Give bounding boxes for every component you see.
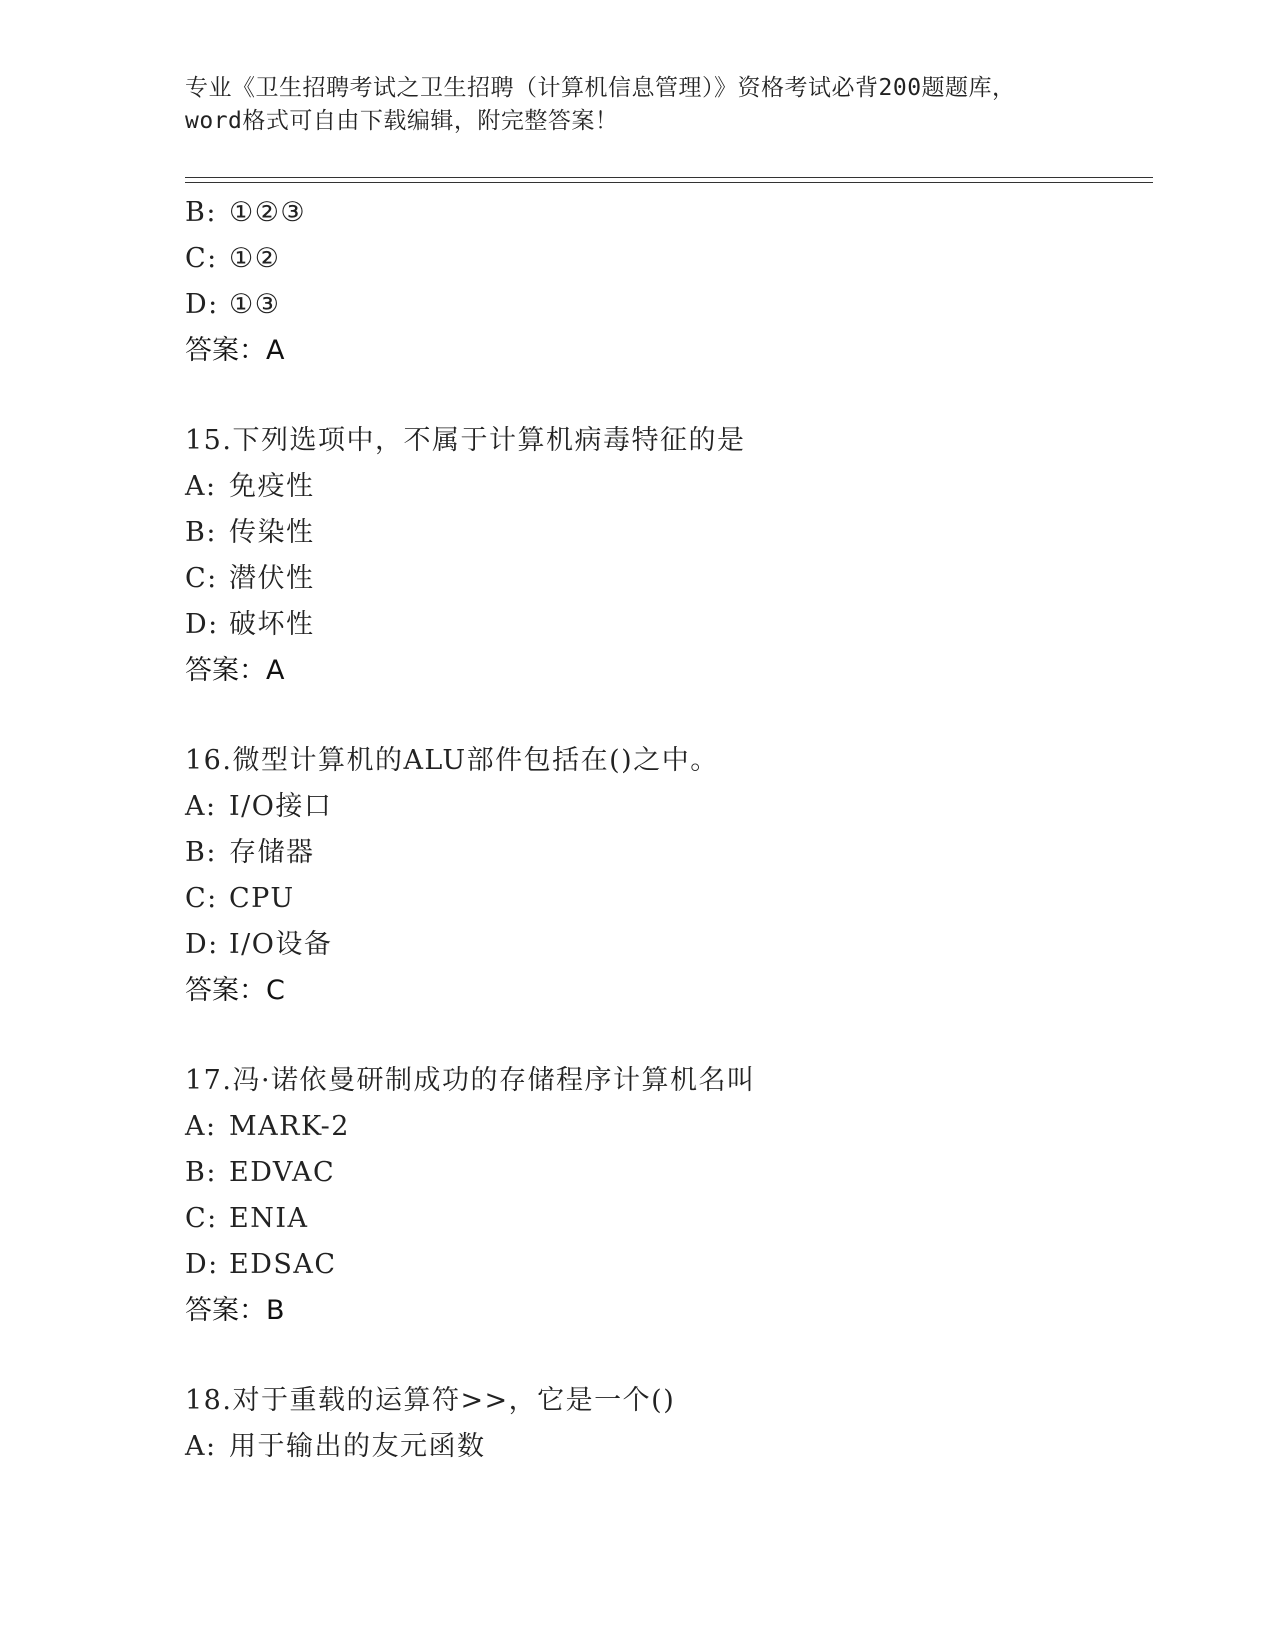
- answer-line: 答案：A: [185, 335, 285, 366]
- question-gap: [185, 1014, 1153, 1058]
- header-divider-top: [185, 177, 1153, 178]
- document-header: [185, 72, 1085, 138]
- option-line: [185, 1424, 1153, 1470]
- option-text: ①②: [229, 243, 281, 274]
- answer-line: 答案：C: [185, 975, 285, 1006]
- option-text: 用于输出的友元函数: [229, 1431, 486, 1462]
- option-text: 破坏性: [229, 609, 315, 640]
- option-key: B:: [185, 197, 217, 228]
- option-line: [185, 556, 1153, 602]
- option-line: [185, 1104, 1153, 1150]
- option-text: 传染性: [229, 517, 315, 548]
- header-title-line-2: word格式可自由下载编辑，附完整答案！: [185, 108, 619, 134]
- option-line: [185, 830, 1153, 876]
- option-key: C:: [185, 883, 218, 914]
- question-gap: [185, 694, 1153, 738]
- option-line: [185, 510, 1153, 556]
- option-text: I/O接口: [229, 791, 333, 822]
- option-key: A:: [185, 471, 217, 502]
- option-text: MARK-2: [229, 1111, 350, 1142]
- option-line: [185, 922, 1153, 968]
- header-divider-bottom: [185, 182, 1153, 183]
- option-text: EDVAC: [229, 1157, 336, 1188]
- option-key: D:: [185, 929, 219, 960]
- option-key: C:: [185, 243, 218, 274]
- option-key: D:: [185, 289, 219, 320]
- option-text: ①②③: [229, 197, 307, 228]
- option-line: [185, 464, 1153, 510]
- question-list: [185, 190, 1153, 1470]
- option-text: ENIA: [229, 1203, 309, 1234]
- option-key: C:: [185, 563, 218, 594]
- option-text: I/O设备: [229, 929, 333, 960]
- option-key: A:: [185, 1431, 217, 1462]
- option-key: C:: [185, 1203, 218, 1234]
- option-line: [185, 1196, 1153, 1242]
- question-stem: 17.冯·诺依曼研制成功的存储程序计算机名叫: [185, 1065, 756, 1096]
- option-line: [185, 190, 1153, 236]
- question-gap: [185, 374, 1153, 418]
- option-text: CPU: [229, 883, 295, 914]
- question-stem: 18.对于重载的运算符>>，它是一个(): [185, 1385, 676, 1416]
- option-key: B:: [185, 1157, 217, 1188]
- option-line: [185, 876, 1153, 922]
- option-line: [185, 1242, 1153, 1288]
- option-text: EDSAC: [229, 1249, 337, 1280]
- option-line: [185, 784, 1153, 830]
- option-line: [185, 602, 1153, 648]
- option-key: A:: [185, 1111, 217, 1142]
- question-gap: [185, 1334, 1153, 1378]
- option-key: D:: [185, 1249, 219, 1280]
- answer-line: 答案：A: [185, 655, 285, 686]
- option-key: D:: [185, 609, 219, 640]
- option-text: 存储器: [229, 837, 315, 868]
- option-key: A:: [185, 791, 217, 822]
- option-key: B:: [185, 517, 217, 548]
- option-text: 潜伏性: [229, 563, 315, 594]
- option-line: [185, 282, 1153, 328]
- header-title-line-1: 专业《卫生招聘考试之卫生招聘（计算机信息管理）》资格考试必背200题题库，: [185, 75, 1016, 101]
- question-stem: 15.下列选项中，不属于计算机病毒特征的是: [185, 425, 746, 456]
- option-text: 免疫性: [229, 471, 315, 502]
- option-line: [185, 1150, 1153, 1196]
- option-text: ①③: [229, 289, 281, 320]
- option-line: [185, 236, 1153, 282]
- answer-line: 答案：B: [185, 1295, 285, 1326]
- option-key: B:: [185, 837, 217, 868]
- question-stem: 16.微型计算机的ALU部件包括在()之中。: [185, 745, 719, 776]
